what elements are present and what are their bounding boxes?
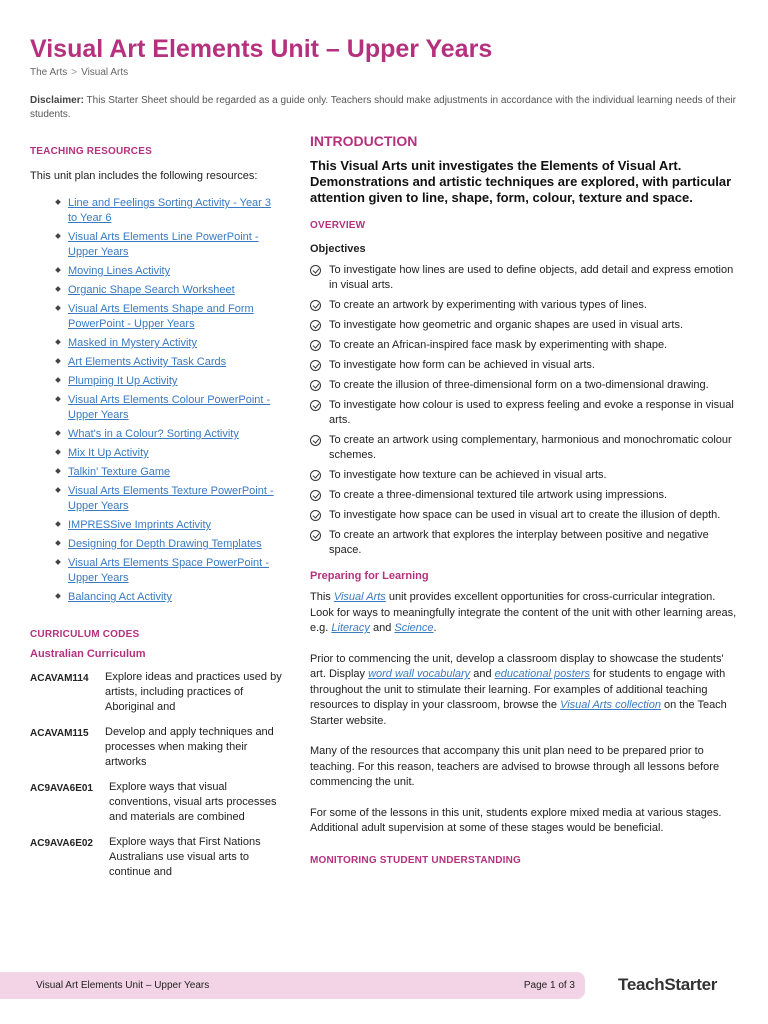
left-column — [30, 146, 282, 880]
visual-arts-collection-link[interactable]: Visual Arts collection — [560, 699, 661, 711]
right-column — [310, 133, 738, 866]
objective-text: To investigate how colour is used to express feeling and evoke a response in visual arts. — [329, 399, 734, 426]
preparing-for-learning-heading: Preparing for Learning — [310, 570, 429, 582]
check-circle-icon — [310, 400, 321, 411]
introduction-heading: INTRODUCTION — [310, 133, 418, 149]
diamond-bullet-icon — [55, 305, 61, 311]
curriculum-code-description: Develop and apply techniques and processes when making their artworks — [105, 726, 274, 768]
para-text: and — [369, 622, 395, 634]
objective-text: To create an African-inspired face mask by experimenting with shape. — [329, 339, 668, 351]
check-circle-icon — [310, 530, 321, 541]
diamond-bullet-icon — [55, 430, 61, 436]
objective-text: To create the illusion of three-dimensional form on a two-dimensional drawing. — [329, 379, 709, 391]
para-text: This — [310, 591, 334, 603]
objectives-list — [310, 263, 738, 558]
check-circle-icon — [310, 360, 321, 371]
visual-arts-link[interactable]: Visual Arts — [333, 591, 386, 603]
curriculum-code-row — [30, 780, 282, 825]
diamond-bullet-icon — [55, 396, 61, 402]
objective-text: To create an artwork by experimenting with various types of lines. — [329, 299, 647, 311]
monitoring-heading: MONITORING STUDENT UNDERSTANDING — [310, 854, 522, 866]
resource-link[interactable]: Line and Feelings Sorting Activity - Year 3 to Year 6 — [68, 197, 272, 224]
diamond-bullet-icon — [55, 559, 61, 565]
objective-item — [310, 468, 738, 483]
science-link[interactable]: Science — [394, 622, 434, 634]
resource-link[interactable]: IMPRESSive Imprints Activity — [68, 519, 212, 531]
resource-link[interactable]: Designing for Depth Drawing Templates — [68, 538, 262, 550]
breadcrumb-item-the-arts[interactable]: The Arts — [30, 67, 68, 78]
resource-link[interactable]: What's in a Colour? Sorting Activity — [68, 428, 239, 440]
check-circle-icon — [310, 265, 321, 276]
resource-list-item — [54, 393, 282, 423]
resource-list-item — [54, 446, 282, 461]
check-circle-icon — [310, 300, 321, 311]
footer-bar — [0, 972, 585, 999]
objective-item — [310, 508, 738, 523]
curriculum-code-row — [30, 670, 282, 715]
objective-item — [310, 378, 738, 393]
resource-list-item — [54, 590, 282, 605]
curriculum-code: ACAVAM115 — [30, 728, 89, 739]
para-text: Prior to commencing the unit, develop a classroom display to showcase the students' art. Display — [310, 652, 724, 680]
teaching-resources-heading: TEACHING RESOURCES — [30, 146, 152, 157]
resource-link[interactable]: Plumping It Up Activity — [68, 375, 178, 387]
resource-link[interactable]: Visual Arts Elements Colour PowerPoint - Upper Years — [68, 394, 271, 421]
educational-posters-link[interactable]: educational posters — [494, 668, 591, 680]
page-title: Visual Art Elements Unit – Upper Years — [30, 35, 493, 63]
check-circle-icon — [310, 340, 321, 351]
diamond-bullet-icon — [55, 267, 61, 273]
diamond-bullet-icon — [55, 233, 61, 239]
resource-link[interactable]: Visual Arts Elements Texture PowerPoint - Upper Years — [68, 485, 274, 512]
diamond-bullet-icon — [55, 468, 61, 474]
resource-list-item — [54, 355, 282, 370]
check-circle-icon — [310, 320, 321, 331]
curriculum-code-description: Explore ways that First Nations Australians use visual arts to continue and — [109, 836, 261, 878]
curriculum-code-description: Explore ways that visual conventions, visual arts processes and materials are combined — [109, 781, 277, 823]
objective-text: To investigate how texture can be achieved in visual arts. — [329, 469, 607, 481]
resource-list-item — [54, 336, 282, 351]
curriculum-code-description: Explore ideas and practices used by artists, including practices of Aboriginal and — [105, 671, 282, 713]
preparing-paragraph-1 — [310, 590, 738, 637]
curriculum-code: AC9AVA6E02 — [30, 838, 93, 849]
check-circle-icon — [310, 470, 321, 481]
diamond-bullet-icon — [55, 487, 61, 493]
resource-list-item — [54, 427, 282, 442]
breadcrumb — [30, 67, 128, 78]
objective-item — [310, 263, 738, 293]
objective-item — [310, 433, 738, 463]
check-circle-icon — [310, 510, 321, 521]
introduction-lead: This Visual Arts unit investigates the Elements of Visual Art. Demonstrations and artistic techniques are explored, with particular attention given to line, shape, form, colour, texture and space. — [310, 158, 732, 205]
australian-curriculum-heading: Australian Curriculum — [30, 648, 146, 660]
diamond-bullet-icon — [55, 199, 61, 205]
para-text: . — [433, 622, 437, 634]
resource-list-item — [54, 556, 282, 586]
para-text: on the Teach Starter website. — [310, 699, 727, 727]
word-wall-vocabulary-link[interactable]: word wall vocabulary — [368, 668, 471, 680]
para-text: and — [470, 668, 495, 680]
para-text: for students to engage with throughout the unit to stimulate their learning. For examples of additional teaching resources to display in your classroom, browse the — [310, 668, 726, 711]
objective-text: To create an artwork using complementary, harmonious and monochromatic colour schemes. — [329, 434, 732, 461]
disclaimer-text: This Starter Sheet should be regarded as a guide only. Teachers should make adjustments in accordance with the individual learning needs of their students. — [30, 95, 736, 120]
curriculum-codes-list — [30, 670, 282, 880]
resource-link[interactable]: Art Elements Activity Task Cards — [68, 356, 227, 368]
objective-text: To investigate how space can be used in visual art to create the illusion of depth. — [329, 509, 721, 521]
objective-item — [310, 488, 738, 503]
preparing-paragraph-3: Many of the resources that accompany this unit plan need to be prepared prior to teaching. For this reason, teachers are advised to browse through all lessons before commencing the unit. — [310, 745, 720, 788]
resource-link[interactable]: Visual Arts Elements Shape and Form PowerPoint - Upper Years — [68, 303, 254, 330]
resource-list-item — [54, 283, 282, 298]
objective-item — [310, 398, 738, 428]
resource-link[interactable]: Mix It Up Activity — [68, 447, 149, 459]
page-number: Page 1 of 3 — [523, 980, 575, 991]
diamond-bullet-icon — [55, 286, 61, 292]
resource-list-item — [54, 537, 282, 552]
diamond-bullet-icon — [55, 358, 61, 364]
objective-item — [310, 298, 738, 313]
resource-link[interactable]: Masked in Mystery Activity — [68, 337, 197, 349]
objective-item — [310, 338, 738, 353]
resource-list-item — [54, 302, 282, 332]
footer-title: Visual Art Elements Unit – Upper Years — [36, 980, 210, 991]
objective-text: To create an artwork that explores the interplay between positive and negative space. — [329, 529, 709, 556]
check-circle-icon — [310, 490, 321, 501]
objectives-label: Objectives — [310, 243, 366, 255]
literacy-link[interactable]: Literacy — [331, 622, 370, 634]
objective-text: To investigate how form can be achieved in visual arts. — [329, 359, 595, 371]
resource-list-item — [54, 230, 282, 260]
diamond-bullet-icon — [55, 540, 61, 546]
curriculum-code-row — [30, 725, 282, 770]
disclaimer-label: Disclaimer: — [30, 95, 84, 106]
objective-item — [310, 528, 738, 558]
chevron-right-icon: > — [71, 67, 78, 78]
resource-link[interactable]: Moving Lines Activity — [68, 265, 171, 277]
curriculum-code: ACAVAM114 — [30, 673, 89, 684]
diamond-bullet-icon — [55, 339, 61, 345]
resource-list-item — [54, 374, 282, 389]
overview-heading: OVERVIEW — [310, 220, 366, 231]
resource-list-item — [54, 465, 282, 480]
resource-list-item — [54, 518, 282, 533]
diamond-bullet-icon — [55, 521, 61, 527]
curriculum-code-row — [30, 835, 282, 880]
curriculum-codes-heading: CURRICULUM CODES — [30, 629, 140, 640]
objective-item — [310, 358, 738, 373]
disclaimer — [30, 94, 736, 122]
objective-text: To investigate how lines are used to define objects, add detail and express emotion in visual arts. — [329, 264, 734, 291]
objective-text: To create a three-dimensional textured tile artwork using impressions. — [329, 489, 668, 501]
curriculum-code: AC9AVA6E01 — [30, 783, 93, 794]
resources-list — [30, 196, 282, 605]
teachstarter-logo: TeachStarter — [618, 975, 718, 994]
preparing-paragraph-2 — [310, 652, 738, 730]
diamond-bullet-icon — [55, 449, 61, 455]
resource-link[interactable]: Balancing Act Activity — [68, 591, 172, 603]
resource-link[interactable]: Visual Arts Elements Line PowerPoint - Upper Years — [68, 231, 259, 258]
objective-item — [310, 318, 738, 333]
check-circle-icon — [310, 380, 321, 391]
resource-list-item — [54, 264, 282, 279]
check-circle-icon — [310, 435, 321, 446]
diamond-bullet-icon — [55, 377, 61, 383]
resource-link[interactable]: Talkin' Texture Game — [68, 466, 171, 478]
diamond-bullet-icon — [55, 593, 61, 599]
resource-link[interactable]: Visual Arts Elements Space PowerPoint - Upper Years — [68, 557, 269, 584]
breadcrumb-item-visual-arts[interactable]: Visual Arts — [81, 67, 129, 78]
resource-list-item — [54, 484, 282, 514]
resources-intro: This unit plan includes the following resources: — [30, 170, 258, 182]
para-text: unit provides excellent opportunities for cross-curricular integration. Look for ways to meaningfully integrate the content of the unit with other learning areas, e.g. — [310, 591, 737, 634]
resource-list-item — [54, 196, 282, 226]
objective-text: To investigate how geometric and organic shapes are used in visual arts. — [329, 319, 684, 331]
resource-link[interactable]: Organic Shape Search Worksheet — [68, 284, 235, 296]
preparing-paragraph-4: For some of the lessons in this unit, students explore mixed media at various stages. Additional adult supervision at some of these stages would be beneficial. — [310, 806, 722, 834]
